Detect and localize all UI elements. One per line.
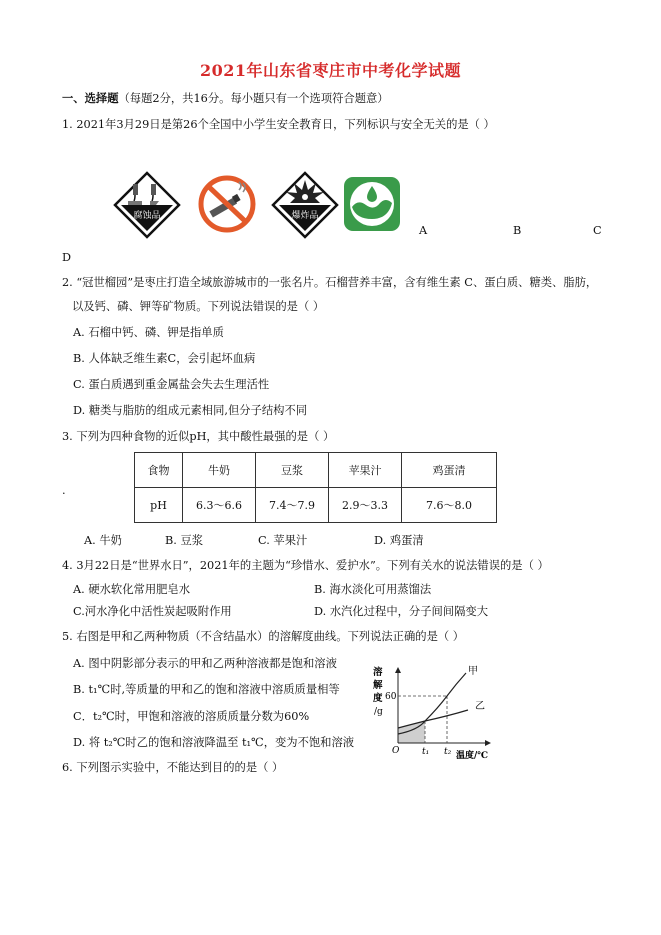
q4-option-c: C.河水净化中活性炭起吸附作用 bbox=[73, 605, 232, 618]
ph-table-cell: 7.4～7.9 bbox=[256, 488, 329, 523]
y-label-2: 解 bbox=[373, 680, 383, 691]
ph-table-header-cell: 鸡蛋清 bbox=[402, 453, 497, 488]
corrosive-sign-label: 腐蚀品 bbox=[133, 211, 161, 221]
q3-option-a: A. 牛奶 bbox=[84, 534, 122, 547]
ph-table-cell: 6.3～6.6 bbox=[183, 488, 256, 523]
section-heading bbox=[62, 91, 389, 106]
solubility-curve-chart bbox=[368, 664, 498, 764]
q5-option-a: A. 图中阴影部分表示的甲和乙两种溶液都是饱和溶液 bbox=[73, 657, 337, 670]
section-label: 一、选择题 bbox=[62, 91, 119, 105]
q4-stem: 4. 3月22日是“世界水日”，2021年的主题为“珍惜水、爱护水”。下列有关水的说法错误的是（ ） bbox=[62, 559, 549, 572]
y-label-unit: /g bbox=[374, 707, 383, 717]
q5-option-b: B. t₁℃时,等质量的甲和乙的饱和溶液中溶质质量相等 bbox=[73, 683, 340, 696]
corrosive-sign-icon bbox=[112, 170, 182, 240]
q2-option-b: B. 人体缺乏维生素C，会引起坏血病 bbox=[73, 352, 256, 365]
q3-stem: 3. 下列为四种食物的近似pH，其中酸性最强的是（ ） bbox=[62, 430, 335, 443]
ph-table-cell: pH bbox=[135, 488, 183, 523]
ph-table-row bbox=[135, 488, 497, 523]
y-tick-60: 60 bbox=[385, 692, 397, 702]
water-saving-sign-icon bbox=[344, 177, 400, 231]
origin-label: O bbox=[392, 746, 400, 756]
x-tick-t2: t₂ bbox=[444, 747, 452, 757]
ph-table-header-cell: 食物 bbox=[135, 453, 183, 488]
q2-stem-line1: 2. “冠世榴园”是枣庄打造全域旅游城市的一张名片。石榴营养丰富，含有维生素 C、蛋白质、糖类、脂肪， bbox=[62, 276, 598, 289]
section-note: （每题2分，共16分。每小题只有一个选项符合题意） bbox=[118, 92, 389, 105]
ph-table-header-row bbox=[135, 453, 497, 488]
q4-option-d: D. 水汽化过程中，分子间间隔变大 bbox=[314, 605, 488, 618]
series-label-jia: 甲 bbox=[468, 666, 478, 677]
ph-table bbox=[134, 452, 497, 523]
ph-table-cell: 7.6～8.0 bbox=[402, 488, 497, 523]
ph-table-header-cell: 牛奶 bbox=[183, 453, 256, 488]
q1-option-c: C bbox=[593, 224, 602, 237]
q1-stem: 1. 2021年3月29日是第26个全国中小学生安全教育日，下列标识与安全无关的是（ ） bbox=[62, 118, 495, 131]
no-smoking-sign-icon bbox=[195, 174, 259, 234]
q1-option-a: A bbox=[419, 224, 428, 237]
q1-option-d: D bbox=[62, 251, 72, 264]
y-label-1: 溶 bbox=[373, 667, 383, 678]
q5-option-d: D. 将 t₂℃时乙的饱和溶液降温至 t₁℃，变为不饱和溶液 bbox=[73, 736, 355, 749]
x-tick-t1: t₁ bbox=[422, 747, 430, 757]
q5-stem: 5. 右图是甲和乙两种物质（不含结晶水）的溶解度曲线。下列说法正确的是（ ） bbox=[62, 630, 465, 643]
q3-option-b: B. 豆浆 bbox=[165, 534, 204, 547]
y-label-3: 度 bbox=[373, 693, 383, 704]
q5-option-c: C．t₂℃时，甲饱和溶液的溶质质量分数为60% bbox=[73, 710, 310, 723]
explosive-sign-icon bbox=[270, 170, 340, 240]
q3-option-c: C. 苹果汁 bbox=[258, 534, 308, 547]
ph-table-header-cell: 苹果汁 bbox=[329, 453, 402, 488]
q6-stem: 6. 下列图示实验中，不能达到目的的是（ ） bbox=[62, 761, 284, 774]
q4-option-a: A. 硬水软化常用肥皂水 bbox=[73, 583, 191, 596]
q3-option-d: D. 鸡蛋清 bbox=[374, 534, 424, 547]
q2-option-c: C. 蛋白质遇到重金属盐会失去生理活性 bbox=[73, 378, 270, 391]
ph-table-header-cell: 豆浆 bbox=[256, 453, 329, 488]
ph-table-cell: 2.9～3.3 bbox=[329, 488, 402, 523]
stray-dot: . bbox=[62, 484, 66, 497]
q2-stem-line2: 以及钙、磷、钾等矿物质。下列说法错误的是（ ） bbox=[72, 300, 325, 313]
explosive-sign-label: 爆炸品 bbox=[291, 211, 319, 221]
series-label-yi: 乙 bbox=[475, 701, 485, 712]
page-title: 2021年山东省枣庄市中考化学试题 bbox=[199, 61, 462, 80]
q4-option-b: B. 海水淡化可用蒸馏法 bbox=[314, 583, 432, 596]
q2-option-d: D. 糖类与脂肪的组成元素相同,但分子结构不同 bbox=[73, 404, 308, 417]
x-axis-label: 温度/℃ bbox=[456, 751, 489, 761]
q1-option-b: B bbox=[513, 224, 522, 237]
q2-option-a: A. 石榴中钙、磷、钾是指单质 bbox=[73, 326, 224, 339]
